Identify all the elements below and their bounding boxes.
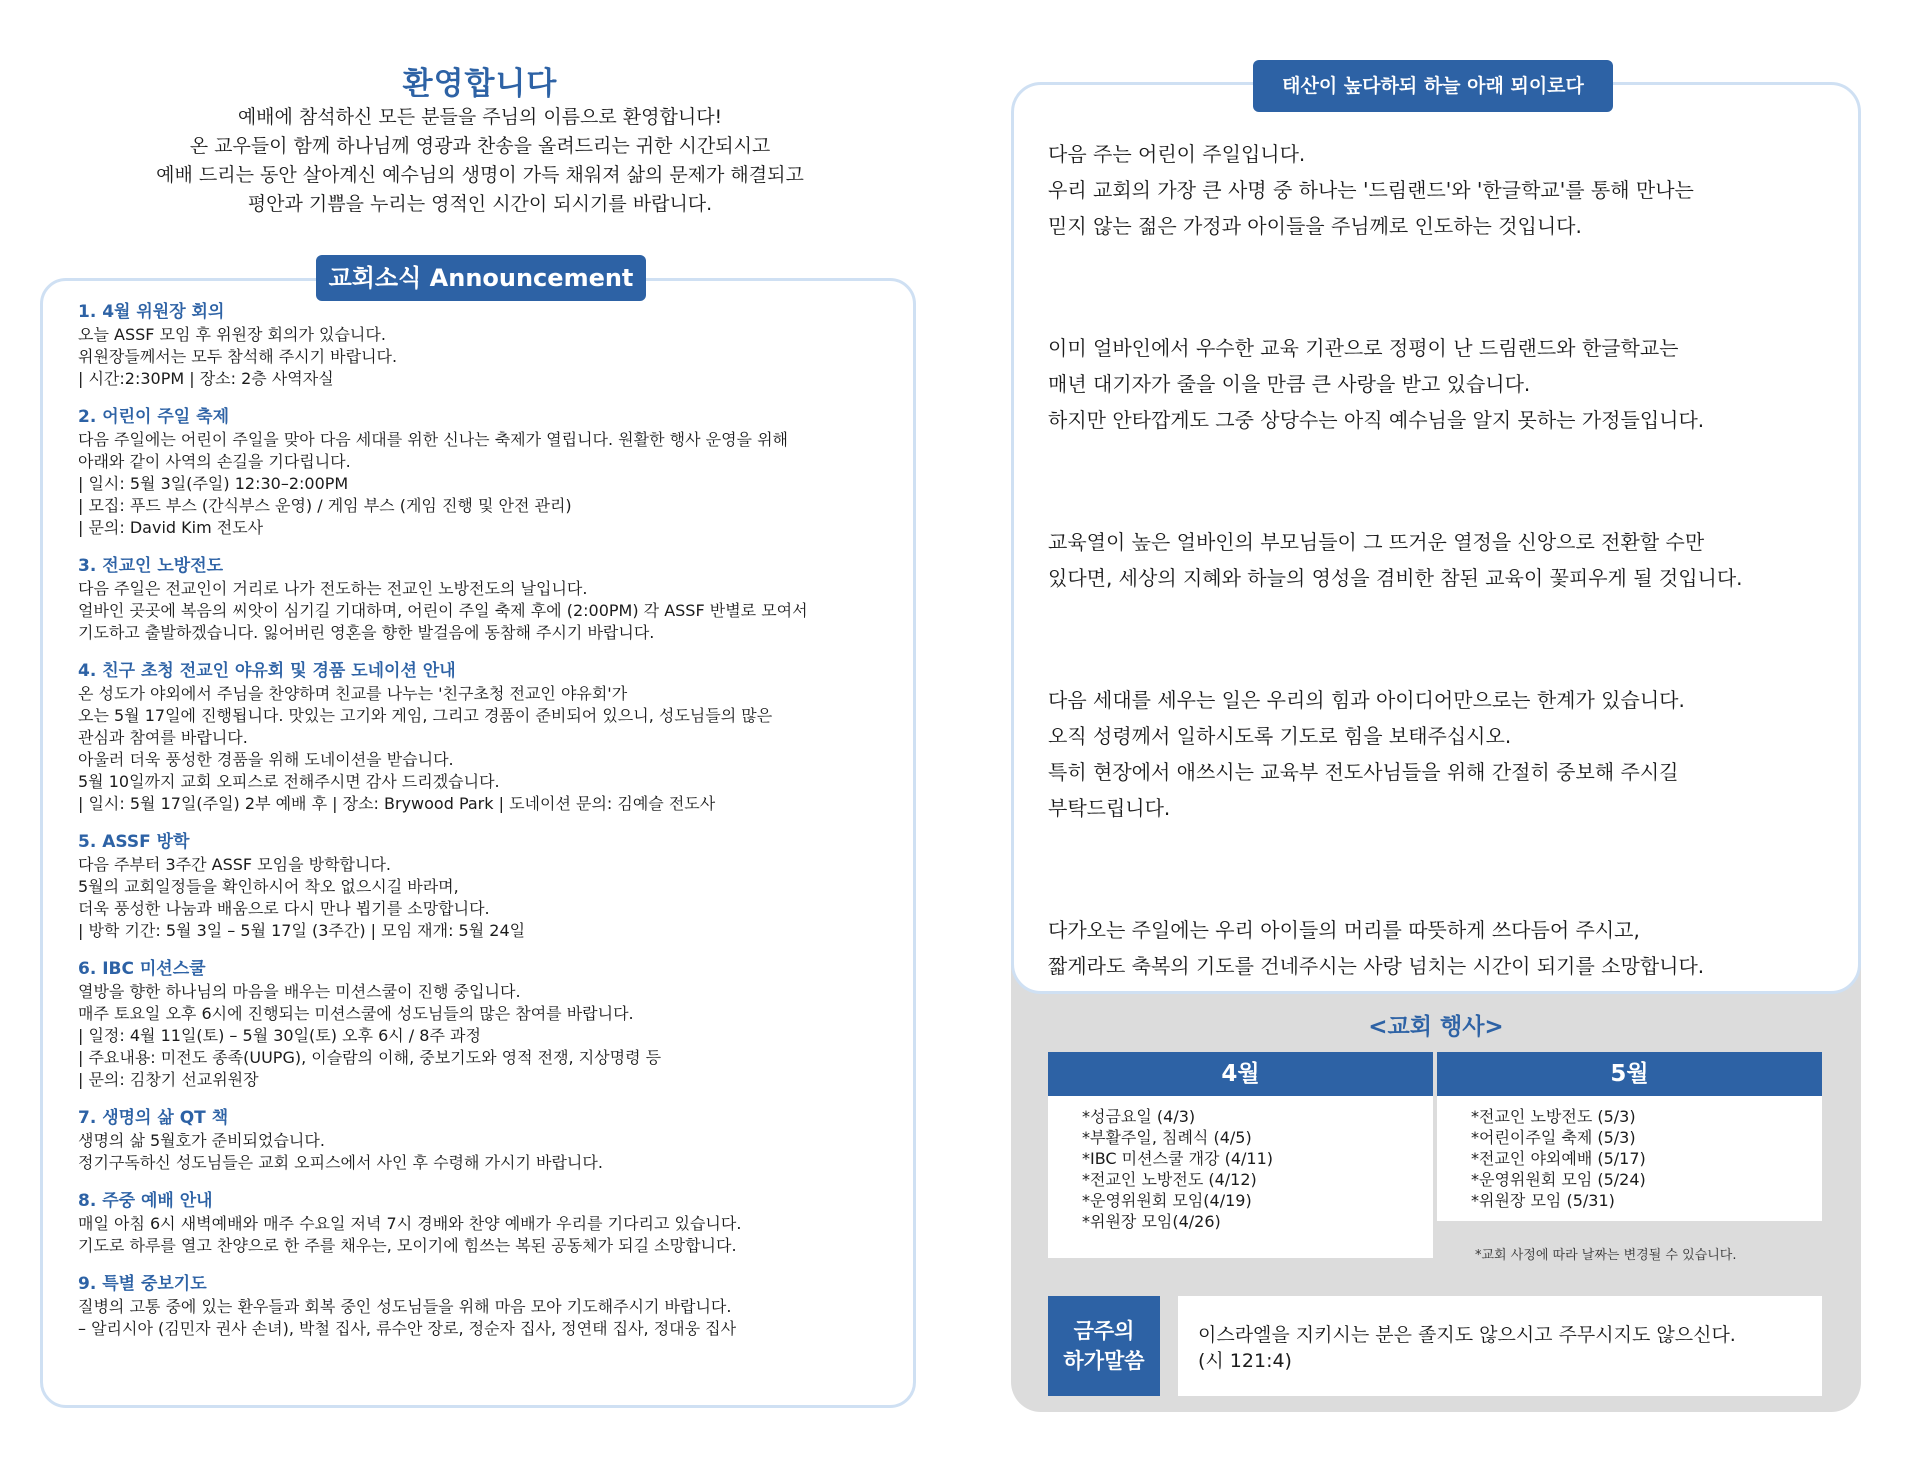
event-item: *어린이주일 축제 (5/3) <box>1471 1128 1636 1147</box>
announcement-line: 다음 주일은 전교인이 거리로 나가 전도하는 전교인 노방전도의 날입니다. <box>78 579 588 598</box>
announcement-title: 3. 전교인 노방전도 <box>78 556 224 576</box>
announcement-list <box>78 300 918 1355</box>
message-paragraph <box>1048 912 1848 984</box>
announcement-title: 1. 4월 위원장 회의 <box>78 302 225 322</box>
announcement-line: 질병의 고통 중에 있는 환우들과 회복 중인 성도님들을 위해 마음 모아 기도해주시기 바랍니다. <box>78 1297 732 1316</box>
announcement-item <box>78 554 918 644</box>
announcement-line: 기도로 하루를 열고 찬양으로 한 주를 채우는, 모이기에 힘쓰는 복된 공동체가 되길 소망합니다. <box>78 1236 737 1255</box>
announcement-line: 기도하고 출발하겠습니다. 잃어버린 영혼을 향한 발걸음에 동참해 주시기 바랍니다. <box>78 623 655 642</box>
announcement-heading: 교회소식 Announcement <box>316 255 646 301</box>
announcement-title: 4. 친구 초청 전교인 야유회 및 경품 도네이션 안내 <box>78 661 456 681</box>
message-line: 오직 성령께서 일하시도록 기도로 힘을 보태주십시오. <box>1048 724 1512 748</box>
events-may-header: 5월 <box>1437 1052 1822 1096</box>
announcement-item <box>78 1272 918 1340</box>
weekly-verse-reference: (시 121:4) <box>1198 1350 1292 1372</box>
weekly-verse-box <box>1178 1296 1822 1396</box>
announcement-line: | 일시: 5월 3일(주일) 12:30–2:00PM <box>78 474 349 493</box>
announcement-title: 2. 어린이 주일 축제 <box>78 407 229 427</box>
announcement-line: 얼바인 곳곳에 복음의 씨앗이 심기길 기대하며, 어린이 주일 축제 후에 (2:00PM) 각 ASSF 반별로 모여서 <box>78 601 808 620</box>
announcement-title: 5. ASSF 방학 <box>78 832 190 852</box>
announcement-title: 9. 특별 중보기도 <box>78 1274 207 1294</box>
announcement-line: 오는 5월 17일에 진행됩니다. 맛있는 고기와 게임, 그리고 경품이 준비되어 있으니, 성도님들의 많은 <box>78 706 773 725</box>
message-line: 하지만 안타깝게도 그중 상당수는 아직 예수님을 알지 못하는 가정들입니다. <box>1048 408 1705 432</box>
announcement-title: 6. IBC 미션스쿨 <box>78 959 206 979</box>
events-april-column <box>1048 1052 1433 1258</box>
events-april-header: 4월 <box>1048 1052 1433 1096</box>
welcome-line: 온 교우들이 함께 하나님께 영광과 찬송을 올려드리는 귀한 시간되시고 <box>189 135 771 157</box>
announcement-line: | 주요내용: 미전도 종족(UUPG), 이슬람의 이해, 중보기도와 영적 전쟁, 지상명령 등 <box>78 1048 662 1067</box>
announcement-line: | 방학 기간: 5월 3일 – 5월 17일 (3주간) | 모임 재개: 5월 24일 <box>78 921 526 940</box>
announcement-item <box>78 405 918 539</box>
announcement-line: 매일 아침 6시 새벽예배와 매주 수요일 저녁 7시 경배와 찬양 예배가 우리를 기다리고 있습니다. <box>78 1214 742 1233</box>
welcome-title: 환영합니다 <box>402 66 558 102</box>
event-item: *운영위원회 모임 (5/24) <box>1471 1170 1646 1189</box>
announcement-line: 오늘 ASSF 모임 후 위원장 회의가 있습니다. <box>78 325 386 344</box>
message-line: 교육열이 높은 얼바인의 부모님들이 그 뜨거운 열정을 신앙으로 전환할 수만 <box>1048 530 1705 554</box>
announcement-line: | 일시: 5월 17일(주일) 2부 예배 후 | 장소: Brywood Park | 도네이션 문의: 김예슬 전도사 <box>78 794 716 813</box>
message-line: 특히 현장에서 애쓰시는 교육부 전도사님들을 위해 간절히 중보해 주시길 <box>1048 760 1679 784</box>
pastor-message-body <box>1048 136 1848 1070</box>
announcement-line: 5월의 교회일정들을 확인하시어 착오 없으시길 바라며, <box>78 877 459 896</box>
announcement-line: 아울러 더욱 풍성한 경품을 위해 도네이션을 받습니다. <box>78 750 454 769</box>
announcement-item <box>78 957 918 1091</box>
announcement-line: | 모집: 푸드 부스 (간식부스 운영) / 게임 부스 (게임 진행 및 안전 관리) <box>78 496 572 515</box>
message-line: 믿지 않는 젊은 가정과 아이들을 주님께로 인도하는 것입니다. <box>1048 214 1582 238</box>
events-may-column <box>1437 1052 1822 1221</box>
event-item: *IBC 미션스쿨 개강 (4/11) <box>1082 1149 1273 1168</box>
announcement-item <box>78 1189 918 1257</box>
message-line: 매년 대기자가 줄을 이을 만큼 큰 사랑을 받고 있습니다. <box>1048 372 1531 396</box>
announcement-line: 아래와 같이 사역의 손길을 기다립니다. <box>78 452 351 471</box>
welcome-message <box>40 103 920 219</box>
event-item: *부활주일, 침례식 (4/5) <box>1082 1128 1252 1147</box>
announcement-item <box>78 830 918 942</box>
announcement-line: 정기구독하신 성도님들은 교회 오피스에서 사인 후 수령해 가시기 바랍니다. <box>78 1153 603 1172</box>
event-item: *운영위원회 모임(4/19) <box>1082 1191 1252 1210</box>
message-line: 이미 얼바인에서 우수한 교육 기관으로 정평이 난 드림랜드와 한글학교는 <box>1048 336 1679 360</box>
weekly-verse-label <box>1048 1296 1160 1396</box>
pastor-message-heading: 태산이 높다하되 하늘 아래 뫼이로다 <box>1253 60 1613 112</box>
event-item: *성금요일 (4/3) <box>1082 1107 1196 1126</box>
message-line: 부탁드립니다. <box>1048 796 1171 820</box>
events-title: <교회 행사> <box>1368 1014 1504 1040</box>
message-line: 다가오는 주일에는 우리 아이들의 머리를 따뜻하게 쓰다듬어 주시고, <box>1048 918 1640 942</box>
announcement-line: | 문의: David Kim 전도사 <box>78 518 264 537</box>
message-line: 다음 세대를 세우는 일은 우리의 힘과 아이디어만으로는 한계가 있습니다. <box>1048 688 1685 712</box>
announcement-item <box>78 659 918 815</box>
weekly-verse-label-line: 금주의 <box>1073 1319 1135 1343</box>
weekly-verse-text: 이스라엘을 지키시는 분은 졸지도 않으시고 주무시지도 않으신다. <box>1198 1324 1736 1346</box>
events-note: *교회 사정에 따라 날짜는 변경될 수 있습니다. <box>1475 1248 1737 1263</box>
welcome-line: 예배에 참석하신 모든 분들을 주님의 이름으로 환영합니다! <box>237 106 723 128</box>
announcement-line: 생명의 삶 5월호가 준비되었습니다. <box>78 1131 325 1150</box>
announcement-line: 5월 10일까지 교회 오피스로 전해주시면 감사 드리겠습니다. <box>78 772 500 791</box>
announcement-line: 위원장들께서는 모두 참석해 주시기 바랍니다. <box>78 347 398 366</box>
message-paragraph <box>1048 682 1848 826</box>
announcement-line: – 알리시아 (김민자 권사 손녀), 박철 집사, 류수안 장로, 정순자 집사, 정연태 집사, 정대웅 집사 <box>78 1319 737 1338</box>
announcement-line: 다음 주부터 3주간 ASSF 모임을 방학합니다. <box>78 855 391 874</box>
message-line: 있다면, 세상의 지혜와 하늘의 영성을 겸비한 참된 교육이 꽃피우게 될 것입니다. <box>1048 566 1743 590</box>
announcement-title: 8. 주중 예배 안내 <box>78 1191 213 1211</box>
announcement-title: 7. 생명의 삶 QT 책 <box>78 1108 229 1128</box>
welcome-line: 평안과 기쁨을 누리는 영적인 시간이 되시기를 바랍니다. <box>247 193 713 215</box>
announcement-item <box>78 1106 918 1174</box>
event-item: *전교인 노방전도 (4/12) <box>1082 1170 1257 1189</box>
message-paragraph <box>1048 136 1848 244</box>
message-line: 우리 교회의 가장 큰 사명 중 하나는 '드림랜드'와 '한글학교'를 통해 만나는 <box>1048 178 1694 202</box>
event-item: *위원장 모임(4/26) <box>1082 1212 1221 1231</box>
announcement-line: | 일정: 4월 11일(토) – 5월 30일(토) 오후 6시 / 8주 과정 <box>78 1026 481 1045</box>
announcement-line: 다음 주일에는 어린이 주일을 맞아 다음 세대를 위한 신나는 축제가 열립니다. 원활한 행사 운영을 위해 <box>78 430 788 449</box>
announcement-line: 더욱 풍성한 나눔과 배움으로 다시 만나 뵙기를 소망합니다. <box>78 899 490 918</box>
event-item: *위원장 모임 (5/31) <box>1471 1191 1615 1210</box>
message-paragraph <box>1048 330 1848 438</box>
announcement-line: 매주 토요일 오후 6시에 진행되는 미션스쿨에 성도님들의 많은 참여를 바랍니다. <box>78 1004 634 1023</box>
events-may-list <box>1437 1096 1822 1221</box>
message-line: 짧게라도 축복의 기도를 건네주시는 사랑 넘치는 시간이 되기를 소망합니다. <box>1048 954 1705 978</box>
message-line: 다음 주는 어린이 주일입니다. <box>1048 142 1306 166</box>
event-item: *전교인 야외예배 (5/17) <box>1471 1149 1646 1168</box>
announcement-line: 온 성도가 야외에서 주님을 찬양하며 친교를 나누는 '친구초청 전교인 야유회'가 <box>78 684 628 703</box>
announcement-line: | 시간:2:30PM | 장소: 2층 사역자실 <box>78 369 334 388</box>
welcome-line: 예배 드리는 동안 살아계신 예수님의 생명이 가득 채워져 삶의 문제가 해결되고 <box>156 164 804 186</box>
announcement-line: | 문의: 김창기 선교위원장 <box>78 1070 259 1089</box>
message-paragraph <box>1048 524 1848 596</box>
events-april-list <box>1048 1096 1433 1258</box>
event-item: *전교인 노방전도 (5/3) <box>1471 1107 1636 1126</box>
announcement-line: 관심과 참여를 바랍니다. <box>78 728 248 747</box>
announcement-line: 열방을 향한 하나님의 마음을 배우는 미션스쿨이 진행 중입니다. <box>78 982 521 1001</box>
announcement-item <box>78 300 918 390</box>
weekly-verse-label-line: 하가말씀 <box>1063 1349 1145 1373</box>
